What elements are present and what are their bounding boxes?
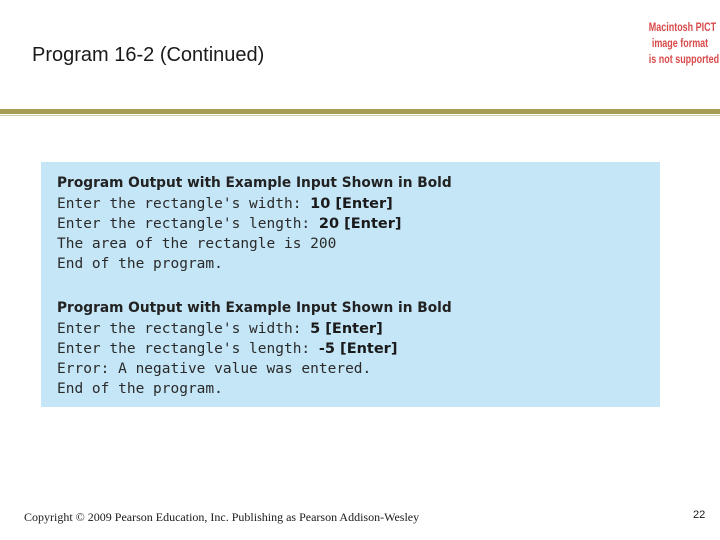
console-text: Enter the rectangle's width: (57, 321, 311, 337)
user-input: 5 [Enter] (310, 321, 383, 337)
console-text: Enter the rectangle's length: (57, 341, 319, 357)
console-text: Error: A negative value was entered. (57, 361, 372, 377)
output-heading: Program Output with Example Input Shown in Bold (57, 175, 452, 191)
missing-image-line: image format (651, 38, 709, 50)
missing-image-line: is not supported (648, 54, 720, 66)
output-line (57, 339, 460, 359)
output-line (57, 194, 460, 214)
output-line (57, 359, 460, 379)
user-input: 10 [Enter] (310, 196, 393, 212)
console-text: Enter the rectangle's length: (57, 216, 319, 232)
user-input: -5 [Enter] (318, 341, 398, 357)
slide-title: Program 16-2 (Continued) (32, 44, 265, 66)
output-line (57, 234, 460, 254)
output-line (57, 319, 460, 339)
output-line (57, 254, 460, 274)
header-rule-thin (0, 115, 720, 116)
missing-image-placeholder (648, 20, 720, 68)
console-text: End of the program. (57, 256, 223, 272)
console-text: The area of the rectangle is 200 (57, 236, 337, 252)
copyright-footer: Copyright © 2009 Pearson Education, Inc. Publishing as Pearson Addison-Wesley (24, 510, 420, 524)
output-line (57, 214, 460, 234)
output-heading: Program Output with Example Input Shown in Bold (57, 300, 452, 316)
output-block (57, 172, 460, 274)
user-input: 20 [Enter] (318, 216, 402, 232)
console-text: End of the program. (57, 381, 223, 397)
header-rule (0, 109, 720, 114)
output-line (57, 379, 460, 399)
output-block (57, 297, 460, 399)
program-output-panel (41, 162, 660, 407)
missing-image-line: Macintosh PICT (648, 22, 717, 34)
page-number: 22 (693, 509, 706, 521)
console-text: Enter the rectangle's width: (57, 196, 311, 212)
